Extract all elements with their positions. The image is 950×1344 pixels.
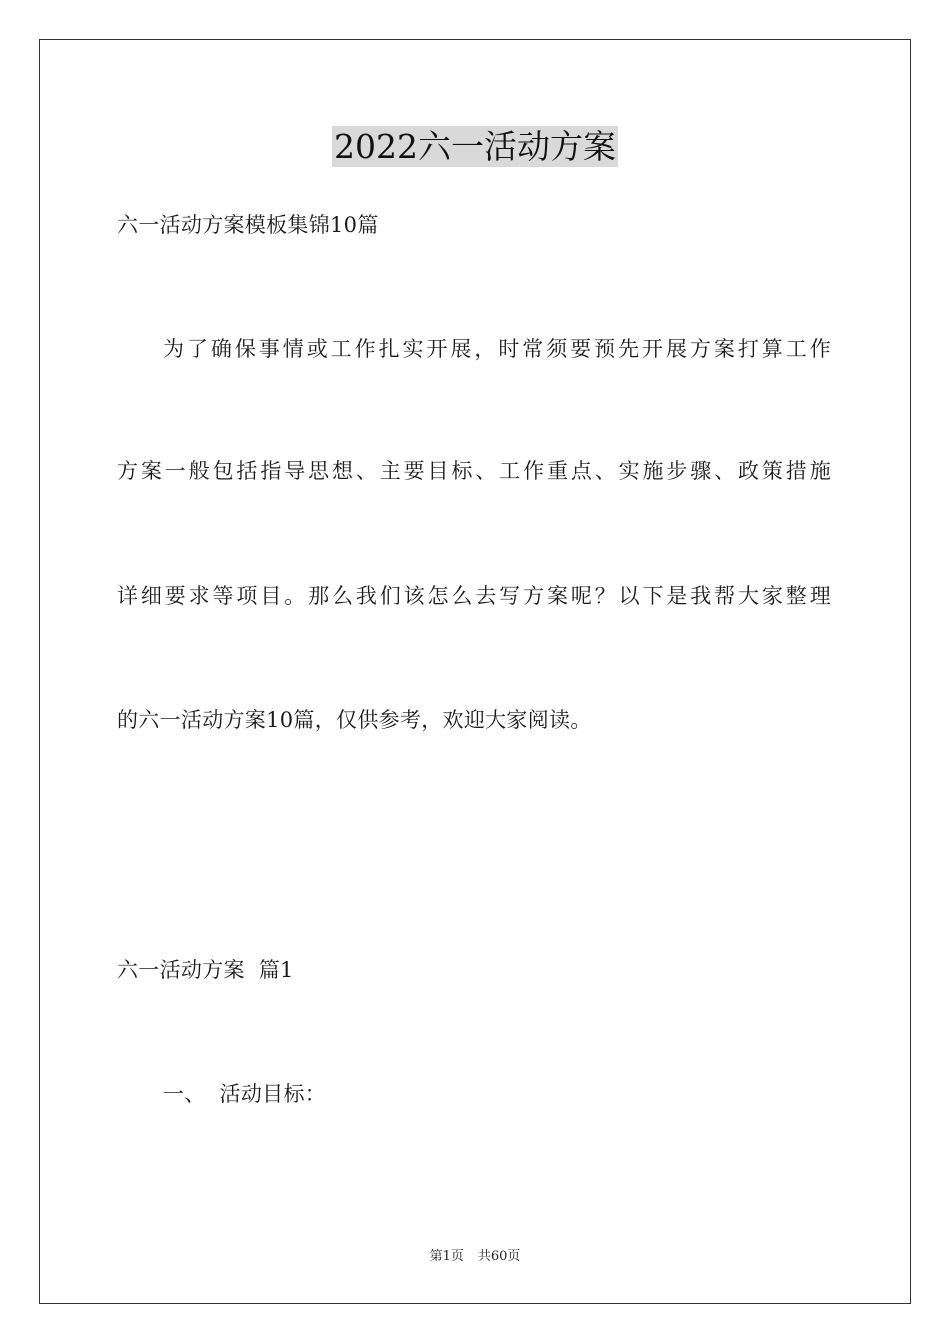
intro-line-4: 的六一活动方案10篇，仅供参考，欢迎大家阅读。 — [117, 708, 592, 732]
page-total: 共60页 — [477, 1249, 521, 1264]
section-heading: 六一活动方案 篇1 — [117, 958, 294, 982]
intro-line-1: 为了确保事情或工作扎实开展，时常须要预先开展方案打算工作 — [163, 337, 831, 361]
document-title: 2022六一活动方案 — [334, 127, 616, 166]
document-title-wrap — [0, 126, 950, 167]
page-footer — [0, 1249, 950, 1265]
intro-line-2: 方案一般包括指导思想、主要目标、工作重点、实施步骤、政策措施 — [117, 459, 831, 483]
page-number: 第1页 — [429, 1249, 464, 1264]
intro-line-3: 详细要求等项目。那么我们该怎么去写方案呢？以下是我帮大家整理 — [117, 584, 831, 608]
document-subtitle: 六一活动方案模板集锦10篇 — [117, 213, 379, 237]
subsection-heading: 一、 活动目标： — [163, 1082, 327, 1106]
